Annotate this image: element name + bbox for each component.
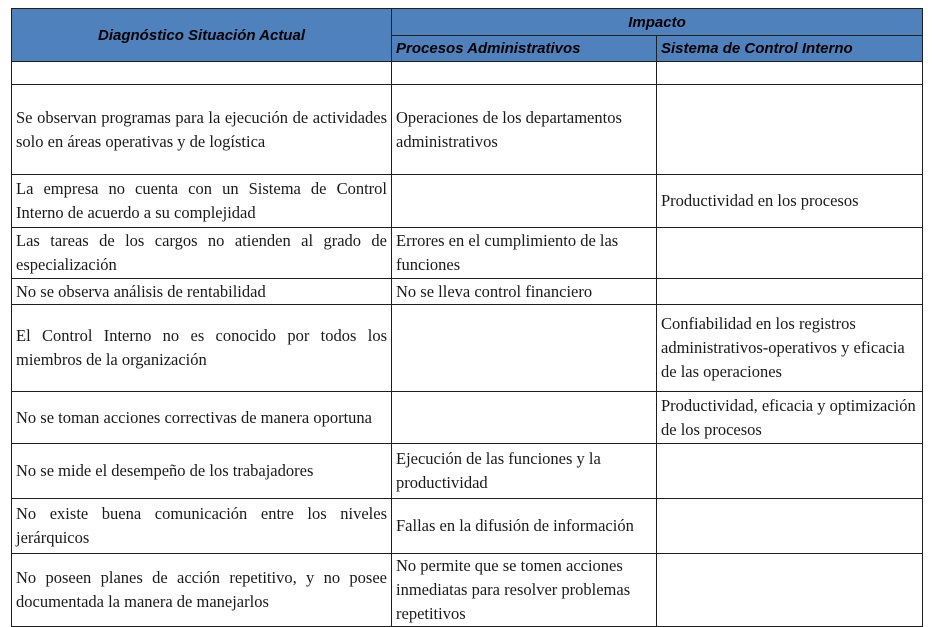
control-impact-cell xyxy=(657,85,923,175)
table-row xyxy=(12,305,923,392)
spacer-cell xyxy=(392,62,657,85)
header-impact: Impacto xyxy=(392,9,923,36)
diagnostic-cell: Se observan programas para la ejecución de actividades solo en áreas operativas y de logística xyxy=(12,85,392,175)
diagnostic-cell: No se mide el desempeño de los trabajadores xyxy=(12,444,392,499)
admin-impact-cell xyxy=(392,392,657,444)
admin-impact-cell: Fallas en la difusión de información xyxy=(392,499,657,554)
diagnostic-cell: No existe buena comunicación entre los niveles jerárquicos xyxy=(12,499,392,554)
control-impact-cell xyxy=(657,444,923,499)
control-impact-cell: Confiabilidad en los registros administrativos-operativos y eficacia de las operaciones xyxy=(657,305,923,392)
spacer-cell xyxy=(657,62,923,85)
diagnostic-cell: No poseen planes de acción repetitivo, y no posee documentada la manera de manejarlos xyxy=(12,554,392,627)
admin-impact-cell: No permite que se tomen acciones inmediatas para resolver problemas repetitivos xyxy=(392,554,657,627)
header-diagnostic: Diagnóstico Situación Actual xyxy=(12,9,392,62)
table-row xyxy=(12,175,923,228)
diagnostic-cell: No se observa análisis de rentabilidad xyxy=(12,279,392,305)
admin-impact-cell xyxy=(392,175,657,228)
admin-impact-cell: Operaciones de los departamentos administrativos xyxy=(392,85,657,175)
control-impact-cell: Productividad en los procesos xyxy=(657,175,923,228)
admin-impact-cell xyxy=(392,305,657,392)
diagnostic-cell: La empresa no cuenta con un Sistema de Control Interno de acuerdo a su complejidad xyxy=(12,175,392,228)
spacer-cell xyxy=(12,62,392,85)
control-impact-cell: Productividad, eficacia y optimización de los procesos xyxy=(657,392,923,444)
table-row xyxy=(12,392,923,444)
diagnostic-cell: Las tareas de los cargos no atienden al grado de especialización xyxy=(12,228,392,279)
diagnostic-cell: No se toman acciones correctivas de manera oportuna xyxy=(12,392,392,444)
table-row xyxy=(12,228,923,279)
header-admin-processes: Procesos Administrativos xyxy=(392,36,657,62)
impact-table xyxy=(11,8,923,627)
control-impact-cell xyxy=(657,228,923,279)
diagnostic-cell: El Control Interno no es conocido por todos los miembros de la organización xyxy=(12,305,392,392)
header-internal-control: Sistema de Control Interno xyxy=(657,36,923,62)
spacer-row xyxy=(12,62,923,85)
table-row xyxy=(12,85,923,175)
control-impact-cell xyxy=(657,499,923,554)
admin-impact-cell: No se lleva control financiero xyxy=(392,279,657,305)
table-row xyxy=(12,279,923,305)
table-row xyxy=(12,444,923,499)
admin-impact-cell: Ejecución de las funciones y la productividad xyxy=(392,444,657,499)
table-row xyxy=(12,499,923,554)
control-impact-cell xyxy=(657,279,923,305)
admin-impact-cell: Errores en el cumplimiento de las funciones xyxy=(392,228,657,279)
